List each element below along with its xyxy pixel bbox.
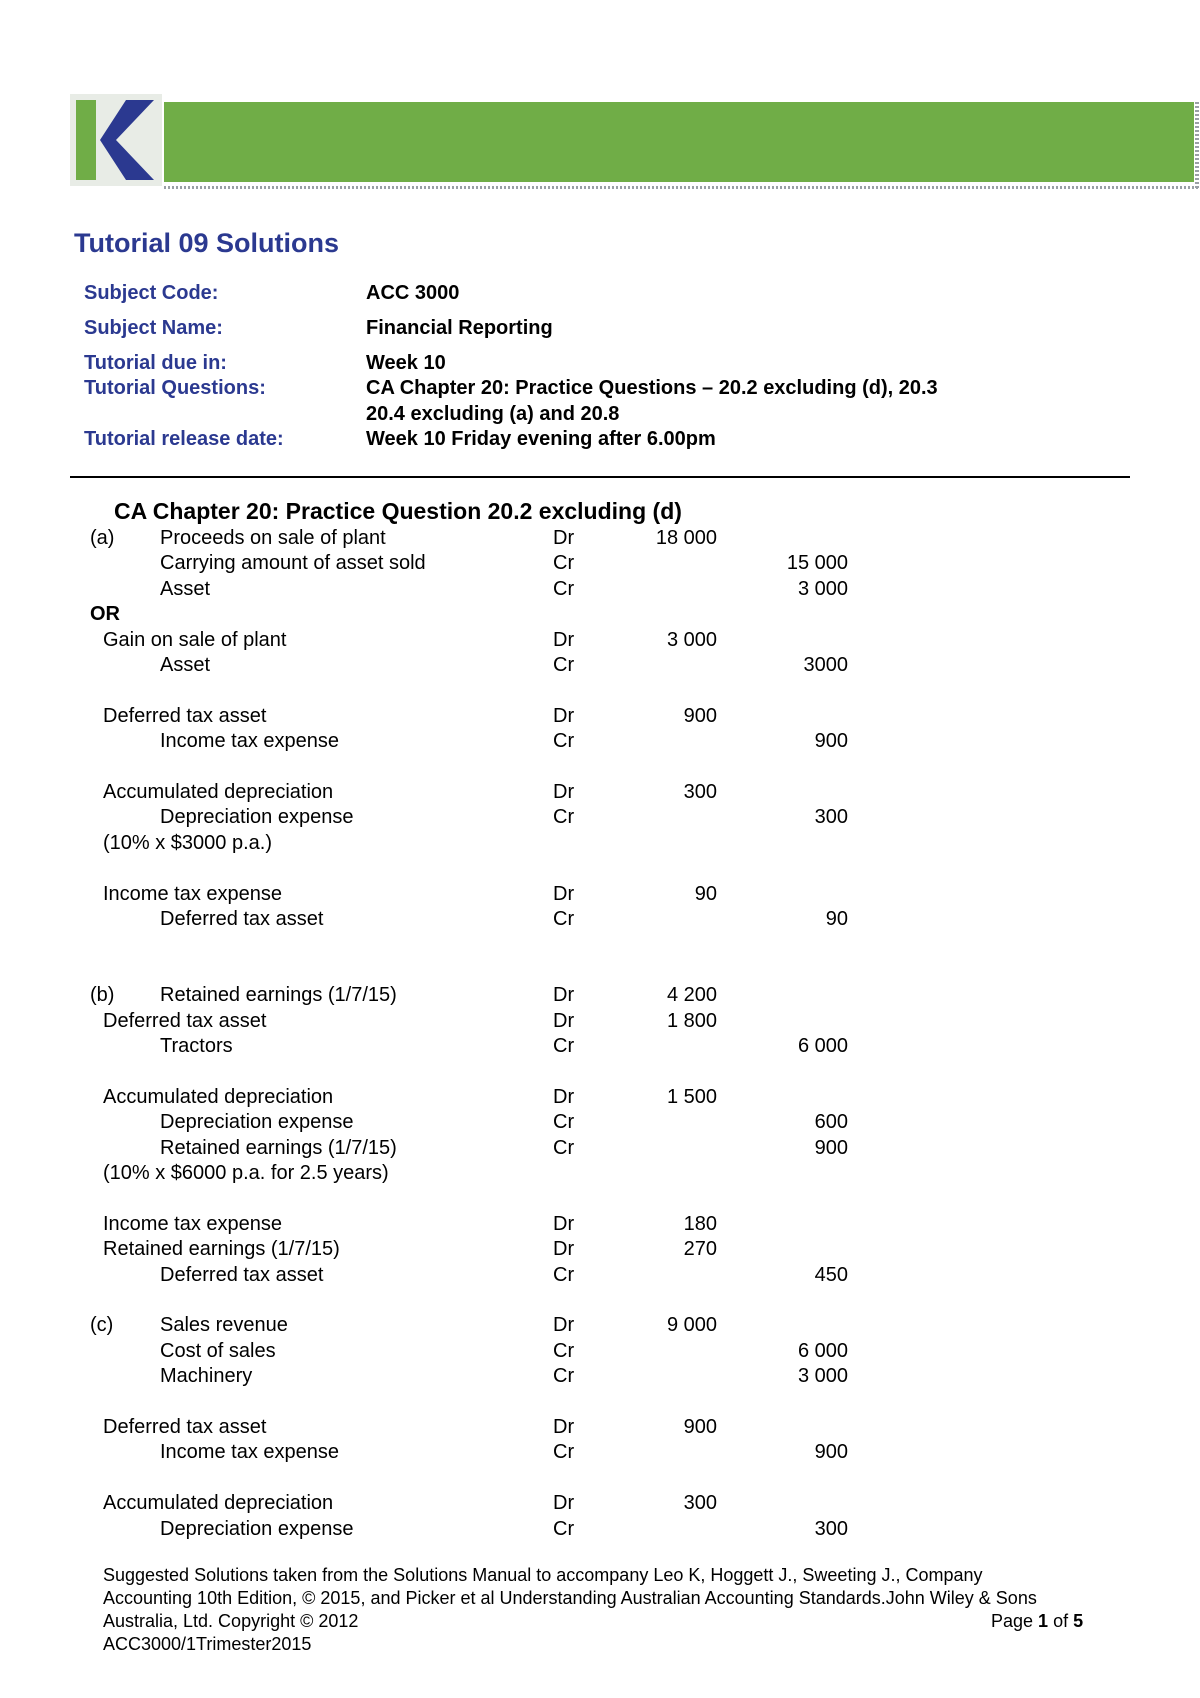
footer-line-2: Accounting 10th Edition, © 2015, and Picker et al Understanding Australian Accounting Standards.John Wiley & Sons (103, 1588, 1037, 1608)
entry-account: Deferred tax asset (103, 1009, 267, 1032)
entry-credit-amount: 900 (814, 1136, 848, 1159)
entry-account: (10% x $6000 p.a. for 2.5 years) (103, 1162, 389, 1184)
entry-account: Deferred tax asset (103, 1416, 267, 1438)
entry-debit-amount: 1 500 (666, 1085, 717, 1108)
journal-row (0, 1264, 1200, 1290)
entry-account: Deferred tax asset (160, 908, 324, 930)
journal-row (0, 959, 1200, 985)
entry-debit-amount: 300 (683, 781, 717, 803)
journal-row (0, 578, 1200, 604)
journal-row (0, 679, 1200, 705)
journal-row (0, 1518, 1200, 1544)
entry-dr-cr: Cr (553, 1339, 575, 1362)
journal-row (0, 806, 1200, 832)
entry-account: Cost of sales (160, 1339, 276, 1362)
entry-account: Carrying amount of asset sold (160, 552, 426, 575)
entry-dr-cr: Dr (553, 1212, 575, 1235)
entry-account: Asset (160, 577, 211, 600)
journal-row (0, 1314, 1200, 1340)
meta-key-questions: Tutorial Questions: (84, 377, 266, 399)
entry-credit-amount: 300 (814, 806, 848, 829)
entry-dr-cr: Cr (553, 1365, 575, 1388)
entry-dr-cr: Dr (553, 1416, 575, 1438)
entry-dr-cr: Dr (553, 984, 575, 1007)
entry-account: Proceeds on sale of plant (160, 527, 386, 549)
journal-row (0, 654, 1200, 680)
entry-dr-cr: Cr (553, 908, 575, 930)
entry-part-label: (a) (90, 527, 115, 549)
entry-account: Retained earnings (1/7/15) (160, 984, 397, 1007)
journal-row (0, 1137, 1200, 1163)
journal-row (0, 883, 1200, 909)
entry-account: Gain on sale of plant (103, 628, 287, 651)
journal-row (0, 1416, 1200, 1442)
journal-row (0, 730, 1200, 756)
journal-row (0, 1365, 1200, 1391)
entry-dr-cr: Cr (553, 1263, 575, 1286)
entry-credit-amount: 15 000 (786, 552, 848, 575)
entry-account: Accumulated depreciation (103, 781, 334, 803)
entry-dr-cr: Dr (553, 1085, 575, 1108)
entry-debit-amount: 4 200 (666, 984, 717, 1007)
journal-row (0, 781, 1200, 807)
entry-dr-cr: Cr (553, 1111, 575, 1134)
k-chevron-logo-icon (70, 94, 162, 186)
entry-part-label: OR (90, 603, 120, 626)
entry-debit-amount: 18 000 (655, 527, 717, 549)
entry-account: Income tax expense (160, 730, 339, 753)
journal-row (0, 1010, 1200, 1036)
header-bar-shadow (164, 186, 1200, 189)
entry-account: Asset (160, 654, 211, 676)
journal-row (0, 1289, 1200, 1315)
journal-row (0, 908, 1200, 934)
meta-value-due: Week 10 (366, 352, 446, 374)
journal-row (0, 603, 1200, 629)
entry-debit-amount: 180 (683, 1212, 717, 1235)
entry-account: Accumulated depreciation (103, 1492, 334, 1515)
entry-debit-amount: 270 (683, 1238, 717, 1261)
entry-dr-cr: Dr (553, 1314, 575, 1337)
entry-debit-amount: 90 (694, 882, 717, 905)
entry-account: Income tax expense (103, 1212, 282, 1235)
entry-dr-cr: Cr (553, 1441, 575, 1464)
entry-account: Depreciation expense (160, 1111, 354, 1134)
entry-dr-cr: Dr (553, 882, 575, 905)
entry-debit-amount: 1 800 (666, 1009, 717, 1032)
entry-dr-cr: Cr (553, 654, 575, 676)
journal-row (0, 1111, 1200, 1137)
journal-row (0, 1035, 1200, 1061)
document-title: Tutorial 09 Solutions (74, 228, 340, 258)
journal-row (0, 1086, 1200, 1112)
footer-line-3 (103, 1610, 1163, 1633)
entry-credit-amount: 6 000 (797, 1339, 848, 1362)
entry-dr-cr: Dr (553, 1009, 575, 1032)
entry-credit-amount: 90 (825, 908, 848, 930)
footer (103, 1564, 1163, 1656)
entry-credit-amount: 6 000 (797, 1035, 848, 1057)
entry-credit-amount: 3 000 (797, 1365, 848, 1388)
entry-account: Machinery (160, 1365, 253, 1388)
meta-value-subject-name: Financial Reporting (366, 317, 553, 339)
meta-value-subject-code: ACC 3000 (366, 282, 460, 304)
journal-row (0, 1187, 1200, 1213)
footer-line-1: Suggested Solutions taken from the Solutions Manual to accompany Leo K, Hoggett J., Sweeting J., Company (103, 1565, 983, 1585)
entry-part-label: (b) (90, 984, 115, 1007)
entry-part-label: (c) (90, 1314, 114, 1337)
footer-copyright: Australia, Ltd. Copyright © 2012 (103, 1611, 359, 1631)
journal-row (0, 629, 1200, 655)
entry-dr-cr: Cr (553, 1035, 575, 1057)
journal-row (0, 1060, 1200, 1086)
header-accent-bar (164, 102, 1194, 182)
entry-dr-cr: Cr (553, 577, 575, 600)
journal-row (0, 857, 1200, 883)
entry-dr-cr: Cr (553, 1517, 575, 1540)
journal-row (0, 527, 1200, 553)
meta-value-release-date: Week 10 Friday evening after 6.00pm (366, 428, 716, 450)
journal-row (0, 984, 1200, 1010)
entry-credit-amount: 3 000 (797, 577, 848, 600)
journal-row (0, 1467, 1200, 1493)
entry-debit-amount: 9 000 (666, 1314, 717, 1337)
entry-account: Income tax expense (160, 1441, 339, 1464)
journal-row (0, 933, 1200, 959)
entry-dr-cr: Dr (553, 704, 575, 727)
entry-dr-cr: Cr (553, 1136, 575, 1159)
entry-account: Retained earnings (1/7/15) (160, 1136, 397, 1159)
journal-row (0, 1391, 1200, 1417)
entry-credit-amount: 3000 (803, 654, 848, 676)
entry-credit-amount: 600 (814, 1111, 848, 1134)
entry-account: Sales revenue (160, 1314, 288, 1337)
entry-account: Deferred tax asset (103, 704, 267, 727)
entry-account: Depreciation expense (160, 1517, 354, 1540)
entry-dr-cr: Cr (553, 806, 575, 829)
meta-value-questions-cont: 20.4 excluding (a) and 20.8 (366, 403, 620, 425)
entry-dr-cr: Dr (553, 527, 575, 549)
section-divider (70, 476, 1130, 478)
entry-account: Retained earnings (1/7/15) (103, 1238, 340, 1261)
entry-credit-amount: 450 (814, 1263, 848, 1286)
meta-value-questions: CA Chapter 20: Practice Questions – 20.2 excluding (d), 20.3 (366, 377, 938, 399)
journal-row (0, 1213, 1200, 1239)
meta-key-subject-code: Subject Code: (84, 282, 219, 304)
entry-debit-amount: 900 (683, 1416, 717, 1438)
entry-debit-amount: 900 (683, 704, 717, 727)
entry-dr-cr: Dr (553, 1492, 575, 1515)
journal-row (0, 1492, 1200, 1518)
entry-account: (10% x $3000 p.a.) (103, 831, 272, 854)
journal-row (0, 756, 1200, 782)
footer-line-4: ACC3000/1Trimester2015 (103, 1634, 312, 1654)
entry-dr-cr: Cr (553, 552, 575, 575)
entry-dr-cr: Dr (553, 628, 575, 651)
journal-row (0, 1238, 1200, 1264)
entry-account: Depreciation expense (160, 806, 354, 829)
journal-row (0, 832, 1200, 858)
entry-credit-amount: 900 (814, 1441, 848, 1464)
entry-account: Tractors (160, 1035, 233, 1057)
entry-account: Deferred tax asset (160, 1263, 324, 1286)
entry-account: Accumulated depreciation (103, 1085, 334, 1108)
meta-key-release-date: Tutorial release date: (84, 428, 284, 450)
entry-credit-amount: 900 (814, 730, 848, 753)
entry-debit-amount: 3 000 (666, 628, 717, 651)
journal-row (0, 705, 1200, 731)
entry-dr-cr: Dr (553, 781, 575, 803)
journal-row (0, 1162, 1200, 1188)
journal-row (0, 1340, 1200, 1366)
meta-key-subject-name: Subject Name: (84, 317, 223, 339)
header-bar-shadow-right (1195, 102, 1199, 188)
journal-row (0, 1441, 1200, 1467)
entry-dr-cr: Dr (553, 1238, 575, 1261)
meta-key-due: Tutorial due in: (84, 352, 227, 374)
section-heading: CA Chapter 20: Practice Question 20.2 excluding (d) (114, 498, 682, 524)
entry-account: Income tax expense (103, 882, 282, 905)
page-number: Page 1 of 5 (991, 1611, 1084, 1631)
entry-dr-cr: Cr (553, 730, 575, 753)
entry-credit-amount: 300 (814, 1517, 848, 1540)
entry-debit-amount: 300 (683, 1492, 717, 1515)
journal-row (0, 552, 1200, 578)
